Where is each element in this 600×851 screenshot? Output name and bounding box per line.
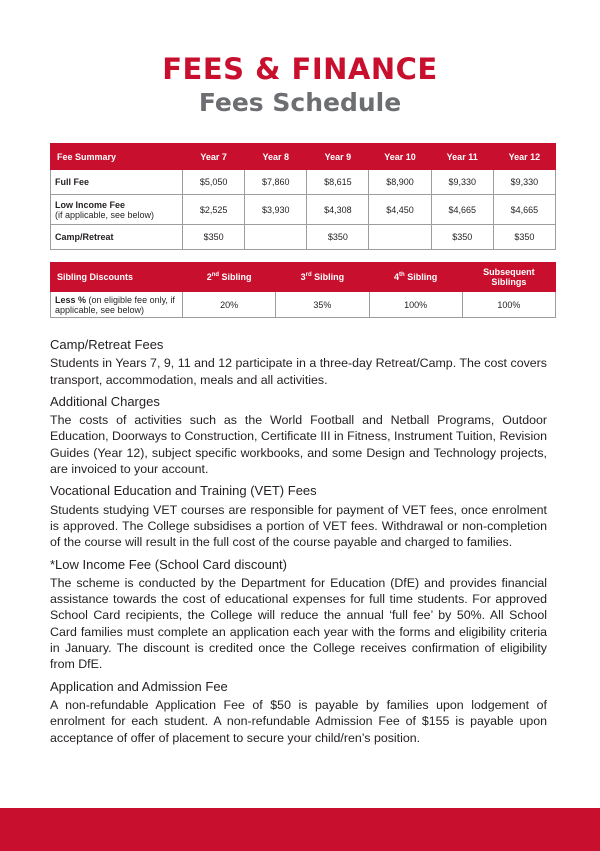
sibling-discount-table [50,262,556,318]
table-cell [245,225,307,250]
column-header [183,263,276,292]
table-cell: $4,665 [493,195,555,225]
table-row [51,195,556,225]
table-cell: $8,615 [307,170,369,195]
table-cell: $8,900 [369,170,431,195]
header-text: Sibling [311,272,345,282]
section-heading: Additional Charges [50,393,160,409]
fee-summary-table [50,143,556,250]
page-subtitle: Fees Schedule [198,88,402,117]
section-body: The scheme is conducted by the Department for Education (DfE) and provides financial assistance towards the cost of educational expenses for full time students. For approved School Card recipients, the College will reduce the annual ‘full fee’ by 50%. All School Card families must complete an application each year with the forms and eligibility criteria in January. The discount is credited once the College receives confirmation of eligibility from DfE. [50,575,547,672]
section-heading: Vocational Education and Training (VET) Fees [50,483,317,499]
table-cell: $2,525 [183,195,245,225]
row-label-text: Less % [55,294,87,305]
table-cell: 35% [276,292,369,318]
header-num: 4 [394,272,400,282]
row-label-note: (on eligible fee only, if applicable, see below) [55,294,175,315]
row-label: Camp/Retreat [51,225,183,250]
table-row [51,170,556,195]
column-header: Year 10 [369,144,431,170]
table-cell: $9,330 [431,170,493,195]
column-header [369,263,462,292]
column-header: Year 9 [307,144,369,170]
row-label-note: (if applicable, see below) [55,209,155,220]
table-header-row [51,263,556,292]
table-cell: $350 [183,225,245,250]
table-cell: $9,330 [493,170,555,195]
header-text: Sibling [404,272,438,282]
table-cell: $4,665 [431,195,493,225]
section-body: A non-refundable Application Fee of $50 is payable by families upon lodgement of enrolment for each student. A non-refundable Admission Fee of $155 is payable upon acceptance of offer of placement to secure your child/ren’s position. [50,697,547,745]
column-header: Year 12 [493,144,555,170]
column-header: Year 11 [431,144,493,170]
footer-bar [0,808,600,851]
row-label-text: Low Income Fee [55,199,126,210]
table-cell: $7,860 [245,170,307,195]
table-cell: $5,050 [183,170,245,195]
table-cell: $350 [307,225,369,250]
header-text: Sibling [219,272,252,282]
column-header [462,263,555,292]
table-cell: $350 [493,225,555,250]
section-heading: Camp/Retreat Fees [50,337,164,352]
header-text: Siblings [491,277,527,287]
section-heading: *Low Income Fee (School Card discount) [50,556,288,572]
header-num: 2 [206,272,212,282]
column-header: Year 7 [183,144,245,170]
section-body: Students in Years 7, 9, 11 and 12 participate in a three-day Retreat/Camp. The cost covers transport, accommodation, meals and all activities. [50,356,547,387]
header-sup: nd [211,272,220,278]
table-row [51,225,556,250]
table-row [51,292,556,318]
row-label [51,292,183,318]
table-cell: $4,308 [307,195,369,225]
row-label: Full Fee [51,170,183,195]
table-cell: $4,450 [369,195,431,225]
header-text: Subsequent [483,267,535,277]
section-body: The costs of activities such as the World Football and Netball Programs, Outdoor Education, Doorways to Construction, Certificate III in Fitness, Instrument Tuition, Revision Guides (Year 12), subject specific workbooks, and some Design and Technology projects, are invoiced to your account. [50,413,547,477]
column-header [276,263,369,292]
table-cell: 20% [183,292,276,318]
header-sup: rd [305,272,312,278]
row-label [51,195,183,225]
column-header: Year 8 [245,144,307,170]
body-content [50,337,547,746]
table-cell: 100% [462,292,555,318]
column-header: Fee Summary [51,144,183,170]
table-header-row [51,144,556,170]
header-sup: th [399,272,405,278]
table-cell: $3,930 [245,195,307,225]
section-body: Students studying VET courses are responsible for payment of VET fees, once enrolment is approved. The College subsidises a portion of VET fees. Withdrawal or non-completion of the course will result in the full cost of the course payable and charged to families. [50,502,547,550]
header-num: 3 [300,272,306,282]
table-cell [369,225,431,250]
page-title: FEES & FINANCE [162,52,438,86]
table-cell: $350 [431,225,493,250]
section-heading: Application and Admission Fee [50,678,228,694]
column-header: Sibling Discounts [51,263,183,292]
table-cell: 100% [369,292,462,318]
